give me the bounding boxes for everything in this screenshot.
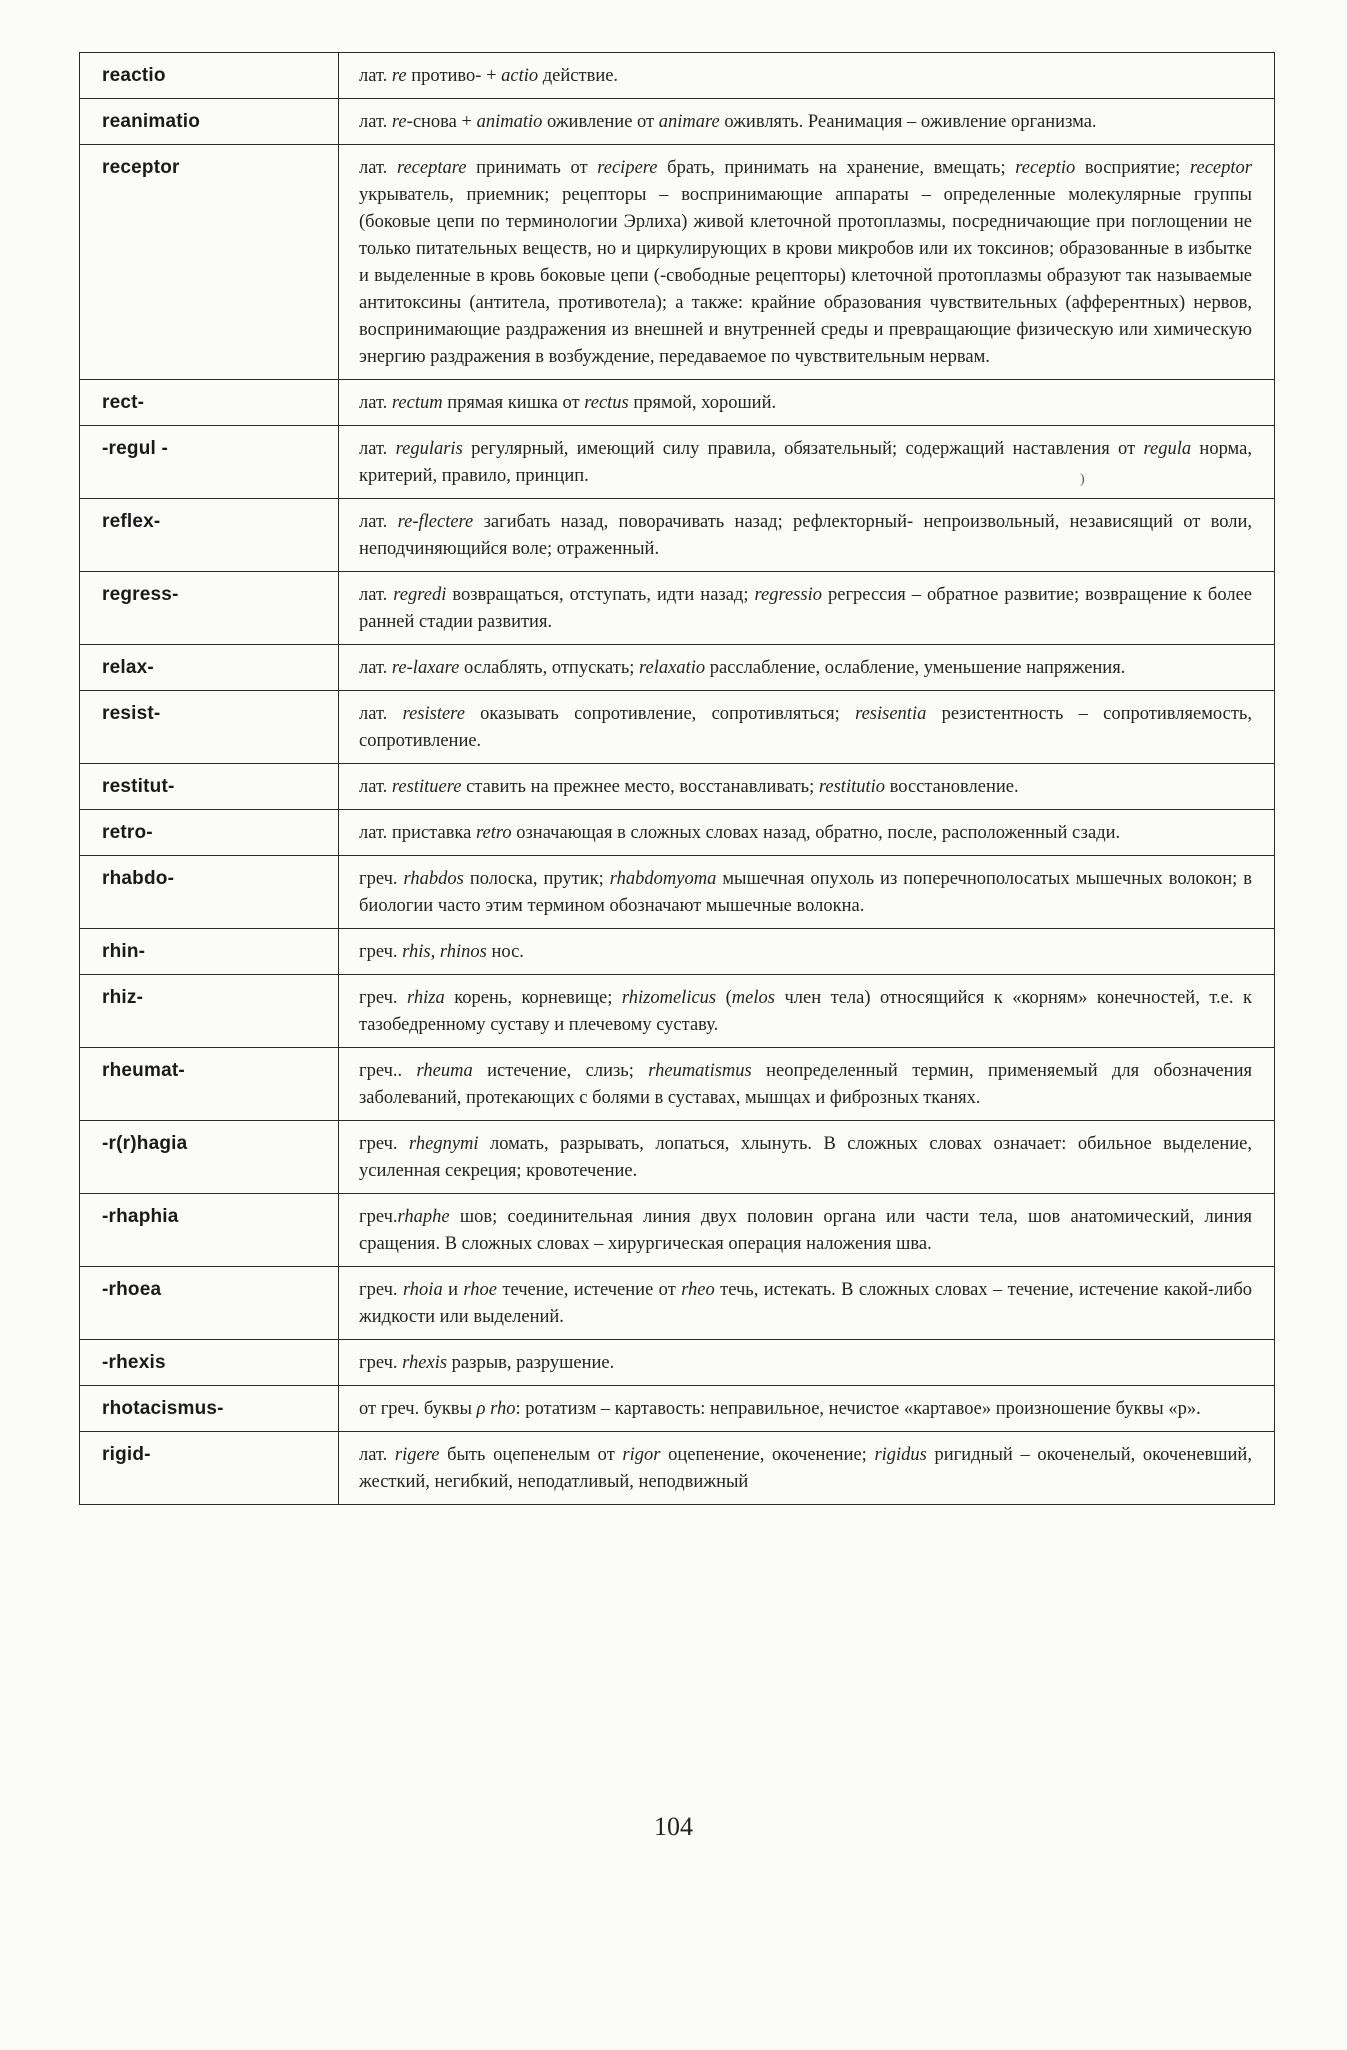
entry-definition bbox=[339, 426, 1275, 499]
definition-text: расслабление, ослабление, уменьшение напряжения. bbox=[705, 658, 1126, 678]
stray-mark: ) bbox=[1080, 472, 1085, 487]
dictionary-row bbox=[80, 380, 1275, 426]
definition-text: оживление от bbox=[542, 112, 659, 132]
definition-text: корень, корневище; bbox=[444, 988, 622, 1008]
definition-latin-term: rhexis bbox=[402, 1353, 448, 1373]
entry-definition bbox=[339, 99, 1275, 145]
definition-text: принимать от bbox=[466, 158, 598, 178]
definition-text: от греч. буквы bbox=[359, 1399, 477, 1419]
definition-text: член тела) относящийся к «корням» конечностей, т.е. к тазобедренному суставу и плечевому суставу. bbox=[359, 988, 1252, 1035]
definition-latin-term: recipere bbox=[597, 158, 658, 178]
definition-latin-term: re-flectere bbox=[397, 512, 474, 532]
entry-definition bbox=[339, 764, 1275, 810]
entry-definition bbox=[339, 645, 1275, 691]
entry-term: regress- bbox=[80, 572, 339, 645]
entry-definition bbox=[339, 1386, 1275, 1432]
definition-text: быть оцепенелым от bbox=[439, 1445, 623, 1465]
entry-term: retro- bbox=[80, 810, 339, 856]
definition-latin-term: rigidus bbox=[874, 1445, 927, 1465]
definition-latin-term: rheumatismus bbox=[648, 1061, 752, 1081]
entry-definition bbox=[339, 1432, 1275, 1505]
definition-latin-term: re bbox=[391, 66, 407, 86]
dictionary-row bbox=[80, 53, 1275, 99]
entry-term: rigid- bbox=[80, 1432, 339, 1505]
definition-text: оживлять. Реанимация – оживление организма. bbox=[719, 112, 1097, 132]
definition-text: течь, истекать. В сложных словах – течение, истечение какой-либо жидкости или выделений. bbox=[359, 1280, 1252, 1327]
definition-latin-term: rhegnymi bbox=[409, 1134, 479, 1154]
definition-text: регрессия – обратное развитие; возвращение к более ранней стадии развития. bbox=[359, 585, 1252, 632]
entry-term: rhiz- bbox=[80, 975, 339, 1048]
definition-latin-term: animatio bbox=[476, 112, 543, 132]
definition-text: лат. приставка bbox=[359, 823, 476, 843]
definition-text: лат. bbox=[359, 158, 397, 178]
dictionary-table bbox=[79, 52, 1275, 1505]
definition-text: греч. bbox=[359, 1280, 403, 1300]
dictionary-row bbox=[80, 764, 1275, 810]
definition-text: лат. bbox=[359, 439, 396, 459]
definition-latin-term: rhaphe bbox=[397, 1207, 450, 1227]
definition-text: греч. bbox=[359, 942, 403, 962]
dictionary-row bbox=[80, 1121, 1275, 1194]
definition-latin-term: rhizomelicus bbox=[621, 988, 717, 1008]
definition-latin-term: resisentia bbox=[855, 704, 927, 724]
definition-text: прямой, хороший. bbox=[628, 393, 777, 413]
dictionary-row bbox=[80, 499, 1275, 572]
definition-text: норма, критерий, правило, принцип. bbox=[359, 439, 1252, 486]
entry-definition bbox=[339, 1194, 1275, 1267]
entry-term: -r(r)hagia bbox=[80, 1121, 339, 1194]
entry-term: restitut- bbox=[80, 764, 339, 810]
definition-text: разрыв, разрушение. bbox=[447, 1353, 615, 1373]
entry-term: reanimatio bbox=[80, 99, 339, 145]
definition-text: и bbox=[442, 1280, 464, 1300]
definition-text: -снова + bbox=[406, 112, 477, 132]
definition-text: течение, истечение от bbox=[497, 1280, 682, 1300]
definition-text: неопределенный термин, применяемый для обозначения заболеваний, протекающих с болями в суставах, мышцах и фиброзных тканях. bbox=[359, 1061, 1252, 1108]
definition-text: лат. bbox=[359, 512, 398, 532]
definition-latin-term: regularis bbox=[395, 439, 463, 459]
dictionary-row bbox=[80, 975, 1275, 1048]
entry-definition bbox=[339, 975, 1275, 1048]
definition-latin-term: restituere bbox=[391, 777, 462, 797]
entry-term: -rhaphia bbox=[80, 1194, 339, 1267]
definition-text: греч. bbox=[359, 988, 408, 1008]
definition-text: ослаблять, отпускать; bbox=[459, 658, 640, 678]
entry-definition bbox=[339, 856, 1275, 929]
dictionary-row bbox=[80, 1048, 1275, 1121]
definition-latin-term: rhoe bbox=[463, 1280, 497, 1300]
definition-text: лат. bbox=[359, 393, 392, 413]
definition-text: греч. bbox=[359, 1134, 409, 1154]
definition-latin-term: retro bbox=[475, 823, 512, 843]
page-number: 104 bbox=[654, 1812, 693, 1841]
definition-text: греч. bbox=[359, 1353, 403, 1373]
entry-term: -regul - bbox=[80, 426, 339, 499]
definition-text: : ротатизм – картавость: неправильное, нечистое «картавое» произношение буквы «р». bbox=[515, 1399, 1201, 1419]
entry-term: relax- bbox=[80, 645, 339, 691]
entry-term: receptor bbox=[80, 145, 339, 380]
entry-definition bbox=[339, 572, 1275, 645]
dictionary-row bbox=[80, 1432, 1275, 1505]
definition-latin-term: rhis, rhinos bbox=[402, 942, 487, 962]
entry-definition bbox=[339, 380, 1275, 426]
definition-latin-term: re bbox=[391, 112, 407, 132]
definition-latin-term: regredi bbox=[393, 585, 447, 605]
entry-term: rhin- bbox=[80, 929, 339, 975]
definition-text: ломать, разрывать, лопаться, хлынуть. В сложных словах означает: обильное выделение, усиленная секреция; кровотечение. bbox=[359, 1134, 1252, 1181]
definition-text: ригидный – окоченелый, окоченевший, жесткий, негибкий, неподатливый, неподвижный bbox=[359, 1445, 1252, 1492]
definition-text: лат. bbox=[359, 66, 392, 86]
definition-text: укрыватель, приемник; рецепторы – воспринимающие аппараты – определенные молекулярные группы (боковые цепи по терминологии Эрлиха) живой клеточной протоплазмы, посредничающие при поглощении не только питательных веществ, но и циркулирующих в крови микробов или их токсинов; образованные в избытке и выделенные в кровь боковые цепи (-свободные рецепторы) клеточной протоплазмы образуют так называемые антитоксины (антитела, противотела); а также: крайние образования чувствительных (афферентных) нервов, воспринимающие раздражения из внешней и внутренней среды и превращающие физическую или химическую энергию раздражения в возбуждение, передаваемое по чувствительным нервам. bbox=[359, 185, 1252, 367]
definition-text: оцепенение, окоченение; bbox=[660, 1445, 875, 1465]
definition-text: прямая кишка от bbox=[442, 393, 585, 413]
definition-latin-term: ρ rho bbox=[476, 1399, 516, 1419]
definition-text: ставить на прежнее место, восстанавливать; bbox=[461, 777, 819, 797]
definition-text: лат. bbox=[359, 585, 394, 605]
definition-text: возвращаться, отступать, идти назад; bbox=[446, 585, 755, 605]
definition-text: брать, принимать на хранение, вмещать; bbox=[657, 158, 1016, 178]
definition-text: лат. bbox=[359, 658, 392, 678]
dictionary-row bbox=[80, 99, 1275, 145]
dictionary-row bbox=[80, 645, 1275, 691]
entry-definition bbox=[339, 929, 1275, 975]
entry-definition bbox=[339, 145, 1275, 380]
definition-text: греч. bbox=[359, 1207, 398, 1227]
definition-text: регулярный, имеющий силу правила, обязательный; содержащий наставления от bbox=[462, 439, 1144, 459]
definition-latin-term: relaxatio bbox=[639, 658, 706, 678]
dictionary-row bbox=[80, 1267, 1275, 1340]
entry-definition bbox=[339, 1267, 1275, 1340]
entry-term: rect- bbox=[80, 380, 339, 426]
definition-latin-term: rigor bbox=[622, 1445, 661, 1465]
definition-latin-term: rhabdomyoma bbox=[609, 869, 717, 889]
definition-latin-term: re-laxare bbox=[391, 658, 460, 678]
definition-latin-term: rectus bbox=[584, 393, 629, 413]
definition-text: полоска, прутик; bbox=[463, 869, 610, 889]
definition-text: лат. bbox=[359, 704, 403, 724]
entry-definition bbox=[339, 53, 1275, 99]
dictionary-row bbox=[80, 572, 1275, 645]
entry-term: reactio bbox=[80, 53, 339, 99]
definition-latin-term: resistere bbox=[402, 704, 465, 724]
definition-latin-term: regressio bbox=[754, 585, 822, 605]
entry-definition bbox=[339, 499, 1275, 572]
definition-latin-term: rectum bbox=[391, 393, 443, 413]
definition-text: мышечная опухоль из поперечнополосатых мышечных волокон; в биологии часто этим термином обозначают мышечные волокна. bbox=[359, 869, 1252, 916]
definition-latin-term: regula bbox=[1143, 439, 1192, 459]
dictionary-row bbox=[80, 856, 1275, 929]
definition-text: загибать назад, поворачивать назад; рефлекторный- непроизвольный, независящий от воли, неподчиняющийся воле; отраженный. bbox=[359, 512, 1252, 559]
definition-text: резистентность – сопротивляемость, сопротивление. bbox=[359, 704, 1252, 751]
definition-text: греч.. bbox=[359, 1061, 417, 1081]
definition-text: истечение, слизь; bbox=[472, 1061, 649, 1081]
entry-definition bbox=[339, 691, 1275, 764]
dictionary-row bbox=[80, 1386, 1275, 1432]
dictionary-row bbox=[80, 691, 1275, 764]
entry-term: -rhoea bbox=[80, 1267, 339, 1340]
definition-text: оказывать сопротивление, сопротивляться; bbox=[464, 704, 856, 724]
definition-latin-term: rhoia bbox=[402, 1280, 443, 1300]
definition-latin-term: receptare bbox=[396, 158, 467, 178]
dictionary-row bbox=[80, 1194, 1275, 1267]
definition-latin-term: actio bbox=[501, 66, 539, 86]
definition-latin-term: rigere bbox=[394, 1445, 440, 1465]
dictionary-row bbox=[80, 426, 1275, 499]
definition-text: противо- + bbox=[406, 66, 502, 86]
definition-text: лат. bbox=[359, 112, 392, 132]
definition-text: восприятие; bbox=[1075, 158, 1190, 178]
definition-text: восстановление. bbox=[885, 777, 1019, 797]
definition-text: ( bbox=[716, 988, 732, 1008]
definition-latin-term: rhabdos bbox=[403, 869, 464, 889]
definition-latin-term: rhiza bbox=[407, 988, 445, 1008]
entry-term: -rhexis bbox=[80, 1340, 339, 1386]
definition-text: означающая в сложных словах назад, обратно, после, расположенный сзади. bbox=[511, 823, 1121, 843]
definition-latin-term: animare bbox=[658, 112, 720, 132]
dictionary-row bbox=[80, 929, 1275, 975]
dictionary-table-body bbox=[80, 53, 1275, 1505]
entry-term: rhotacismus- bbox=[80, 1386, 339, 1432]
definition-text: действие. bbox=[538, 66, 619, 86]
dictionary-row bbox=[80, 810, 1275, 856]
entry-definition bbox=[339, 1340, 1275, 1386]
definition-latin-term: melos bbox=[731, 988, 775, 1008]
entry-definition bbox=[339, 1121, 1275, 1194]
entry-term: rheumat- bbox=[80, 1048, 339, 1121]
dictionary-row bbox=[80, 145, 1275, 380]
entry-term: rhabdo- bbox=[80, 856, 339, 929]
definition-text: греч. bbox=[359, 869, 404, 889]
entry-definition bbox=[339, 1048, 1275, 1121]
definition-text: лат. bbox=[359, 1445, 395, 1465]
dictionary-row bbox=[80, 1340, 1275, 1386]
entry-term: resist- bbox=[80, 691, 339, 764]
definition-text: нос. bbox=[486, 942, 524, 962]
definition-text: шов; соединительная линия двух половин органа или части тела, шов анатомический, линия сращения. В сложных словах – хирургическая операция наложения шва. bbox=[359, 1207, 1252, 1254]
definition-latin-term: receptor bbox=[1190, 158, 1252, 178]
entry-term: reflex- bbox=[80, 499, 339, 572]
definition-latin-term: rheo bbox=[681, 1280, 715, 1300]
definition-text: лат. bbox=[359, 777, 392, 797]
entry-definition bbox=[339, 810, 1275, 856]
definition-latin-term: restitutio bbox=[818, 777, 885, 797]
definition-latin-term: rheuma bbox=[416, 1061, 473, 1081]
definition-latin-term: receptio bbox=[1015, 158, 1076, 178]
